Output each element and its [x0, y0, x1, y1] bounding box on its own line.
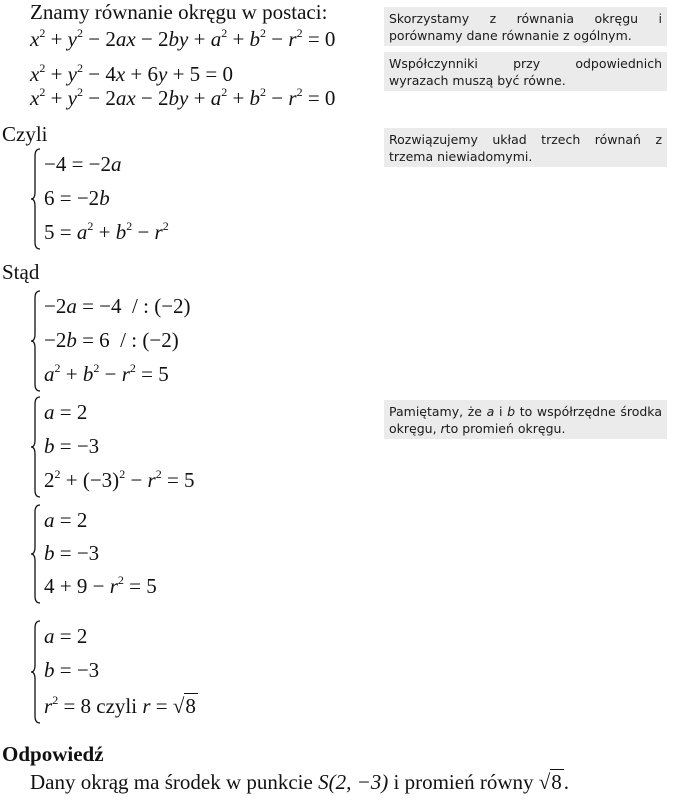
- note-compare: Skorzystamy z równania okręgu i porównamy dane równanie z ogólnym.: [384, 7, 667, 46]
- brace-icon: [30, 290, 40, 392]
- note-center-radius: [384, 400, 667, 439]
- equation-general-1: $x^2 + y^2 - 2ax - 2by + a^2 + b^2 - r^2 = 0$: [30, 26, 336, 51]
- note-var-b: b: [507, 404, 516, 419]
- note-text: to promień okręgu.: [445, 421, 566, 436]
- system-row: $5 = a^2 + b^2 - r^2$: [44, 219, 169, 244]
- answer-text: Dany okrąg ma środek w punkcie S(2, −3) i promień równy √8.: [30, 770, 570, 794]
- note-coefficients: Współczynniki przy odpowiednich wyrazach muszą być równe.: [384, 52, 667, 91]
- system-row: $4 + 9 - r^2 = 5$: [44, 573, 157, 598]
- equation-general-2: $x^2 + y^2 - 2ax - 2by + a^2 + b^2 - r^2 = 0$: [30, 85, 336, 110]
- intro-lead: Znamy równanie okręgu w postaci:: [30, 0, 328, 24]
- note-text: i: [498, 404, 503, 419]
- brace-icon: [30, 504, 40, 604]
- system-row: −2a = −4 / : (−2): [44, 294, 191, 318]
- system-row: a = 2: [44, 400, 88, 424]
- note-system: Rozwiązujemy układ trzech równań z trzema niewiadomymi.: [384, 128, 667, 167]
- answer-heading: Odpowiedź: [2, 742, 104, 766]
- system-row: $r^2 = 8$ czyli r = √8: [44, 693, 196, 718]
- answer-prefix: Dany okrąg ma środek w punkcie: [30, 770, 313, 794]
- answer-mid: i promień równy: [393, 770, 534, 794]
- answer-sqrt: 8: [551, 770, 562, 794]
- system-row: −4 = −2a: [44, 152, 122, 176]
- system-row: 6 = −2b: [44, 186, 110, 210]
- system-row: $2^2 + (-3)^2 - r^2 = 5$: [44, 467, 195, 492]
- note-text: Pamiętamy, że: [389, 404, 482, 419]
- answer-end: .: [563, 770, 570, 794]
- brace-icon: [30, 620, 40, 724]
- brace-icon: [30, 396, 40, 498]
- brace-icon: [30, 148, 40, 250]
- system-row: b = −3: [44, 658, 100, 682]
- system-row: $a^2 + b^2 - r^2 = 5$: [44, 361, 169, 386]
- label-stad: Stąd: [2, 260, 40, 284]
- note-var-r: r: [440, 421, 446, 436]
- system-row: a = 2: [44, 508, 88, 532]
- system-row: a = 2: [44, 624, 88, 648]
- label-czyli: Czyli: [2, 122, 48, 146]
- system-row: b = −3: [44, 434, 100, 458]
- system-row: −2b = 6 / : (−2): [44, 328, 179, 352]
- answer-point: S(2, −3): [318, 770, 389, 794]
- note-text: to współrzędne środka okręgu,: [389, 404, 662, 436]
- equation-given: $x^2 + y^2 - 4x + 6y + 5 = 0$: [30, 61, 234, 86]
- system-row: b = −3: [44, 541, 100, 565]
- note-var-a: a: [486, 404, 495, 419]
